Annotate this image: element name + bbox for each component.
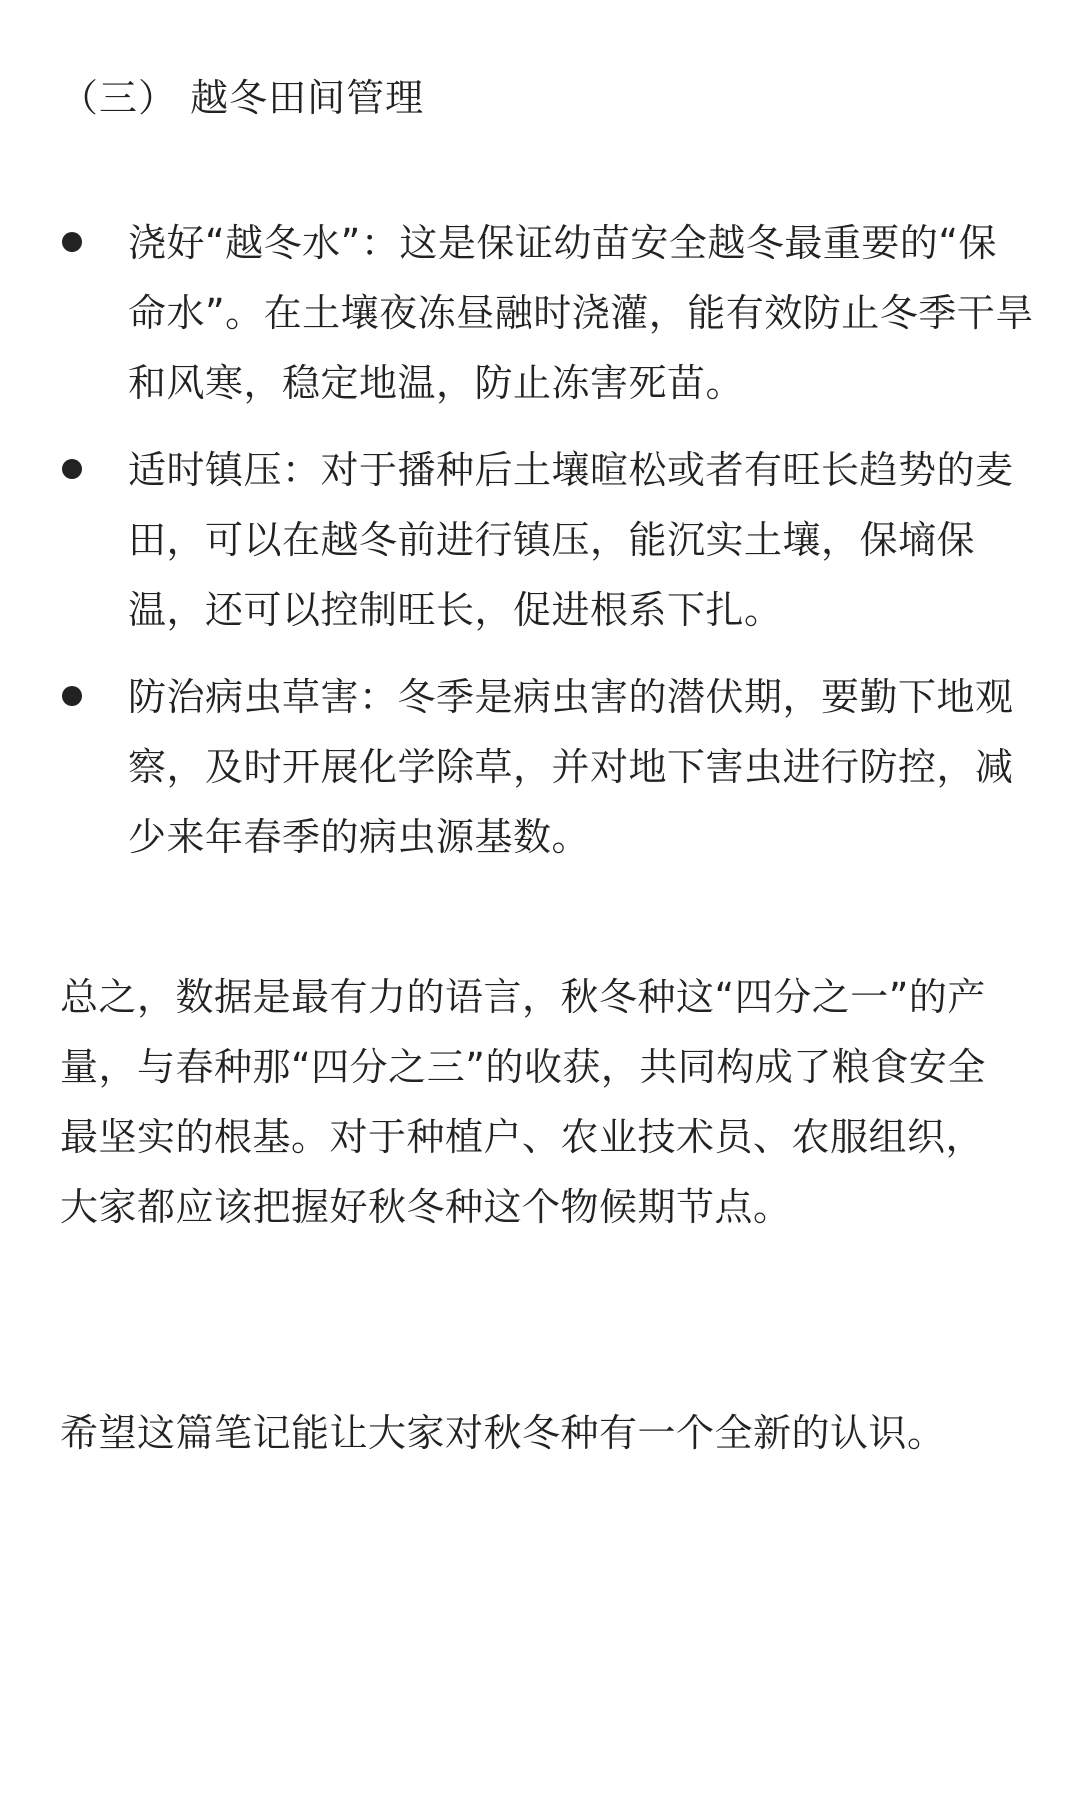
bullet-dot-icon bbox=[62, 459, 82, 479]
section-heading: （三） 越冬田间管理 bbox=[60, 76, 425, 120]
management-bullet-list bbox=[60, 208, 1035, 889]
closing-paragraph: 希望这篇笔记能让大家对秋冬种有一个全新的认识。 bbox=[60, 1411, 946, 1455]
bullet-item-winter-irrigation bbox=[60, 208, 1035, 418]
summary-paragraph: 总之，数据是最有力的语言，秋冬种这“四分之一”的产量，与春种那“四分之三”的收获，共同构成了粮食安全最坚实的根基。对于种植户、农业技术员、农服组织，大家都应该把握好秋冬种这个物候期节点。 bbox=[60, 975, 986, 1229]
bullet-text: 浇好“越冬水”：这是保证幼苗安全越冬最重要的“保命水”。在土壤夜冻昼融时浇灌，能有效防止冬季干旱和风寒，稳定地温，防止冻害死苗。 bbox=[128, 221, 1034, 405]
bullet-dot-icon bbox=[62, 232, 82, 252]
bullet-item-pest-control bbox=[60, 662, 1035, 872]
bullet-dot-icon bbox=[62, 686, 82, 706]
bullet-item-timely-rolling bbox=[60, 435, 1035, 645]
bullet-text: 适时镇压：对于播种后土壤暄松或者有旺长趋势的麦田，可以在越冬前进行镇压，能沉实土壤，保墒保温，还可以控制旺长，促进根系下扎。 bbox=[128, 448, 1014, 632]
bullet-text: 防治病虫草害：冬季是病虫害的潜伏期，要勤下地观察，及时开展化学除草，并对地下害虫进行防控，减少来年春季的病虫源基数。 bbox=[128, 675, 1014, 859]
